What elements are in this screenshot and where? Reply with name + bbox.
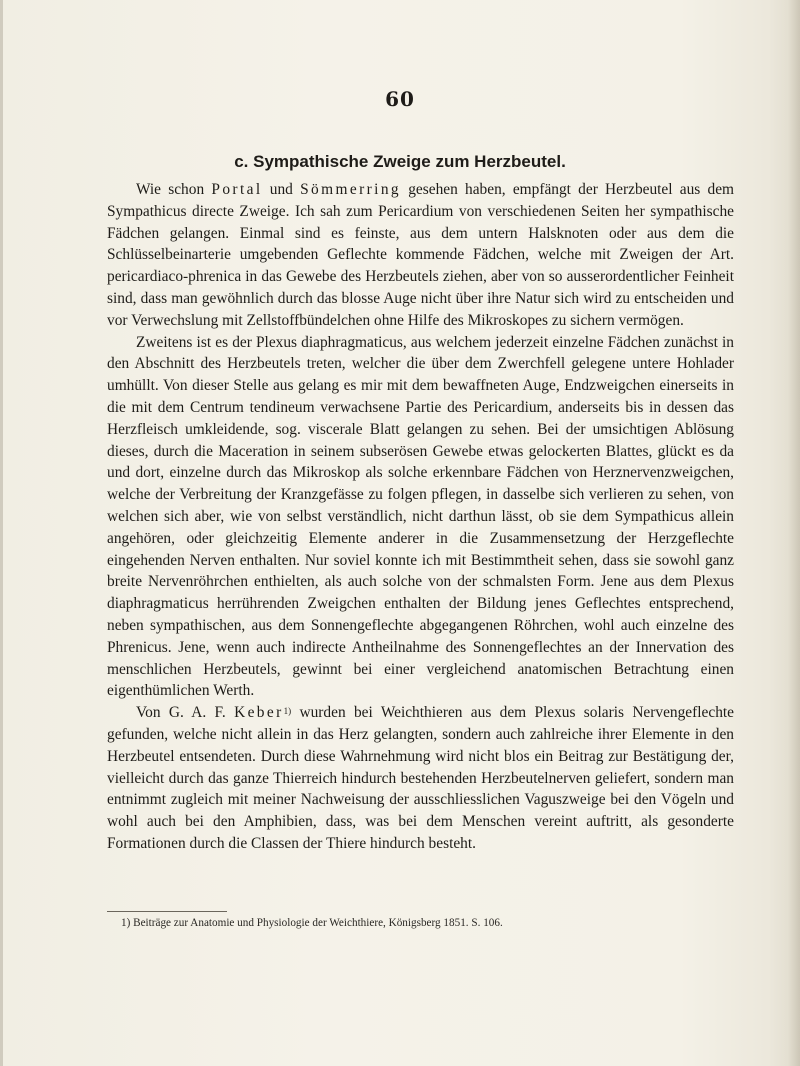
paragraph-3: [107, 702, 734, 855]
body-text: [107, 179, 734, 855]
page-number: 60: [385, 87, 415, 111]
paragraph-1-mid: und: [262, 181, 301, 198]
paragraph-1-lead: Wie schon: [136, 181, 212, 198]
author-name-portal: Portal: [211, 181, 263, 198]
footnote: 1) Beiträge zur Anatomie und Physiologie der Weichthiere, Königsberg 1851. S. 106.: [121, 917, 503, 929]
section-title: c. Sympathische Zweige zum Herzbeutel.: [234, 152, 566, 171]
author-name-keber: Keber: [234, 704, 284, 722]
paragraph-3-lead: Von G. A. F.: [136, 704, 235, 722]
footnote-divider: [107, 911, 227, 912]
paragraph-2: Zweitens ist es der Plexus diaphragmaticus, aus welchem jederzeit einzelne Fädchen zunächst in den Abschnitt des Herzbeutels treten, welcher die über dem Zwerchfell gelegene untere Hohlader umhüllt. Von dieser Stelle aus gelang es mir mit dem bewaffneten Auge, Endzweigchen einerseits in die mit dem Centrum tendineum verwachsene Partie des Pericardium, anderseits bis in dessen das Herzfleisch umkleidende, sog. viscerale Blatt gelangen zu sehen. Bei der umsichtigen Ablösung dieses, durch die Maceration in seinem subserösen Gewebe etwas gelockerten Blattes, glückt es da und dort, einzelne durch das Mikroskop als solche erkennbare Fädchen von Herznervenzweigchen, welche der Verbreitung der Kranzgefässe zu folgen pflegen, in dasselbe sich verlieren zu sehen, von welchen sich aber, wie von selbst verständlich, nicht darthun lässt, ob sie dem Sympathicus allein angehören, oder gleichzeitig Elemente anderer in die Zusammensetzung der Herzgeflechte eingehenden Nerven enthalten. Nur soviel konnte ich mit Bestimmtheit sehen, dass sie sowohl ganz breite Nervenröhrchen enthielten, als auch solche von der schmalsten Form. Jene aus dem Plexus diaphragmaticus herrührenden Zweigchen enthalten der Bildung jenes Geflechtes entsprechend, neben sympathischen, aus dem Sonnengeflechte abgegangenen Röhrchen, wohl auch einzelne des Phrenicus. Jene, wenn auch indirecte Antheilnahme des Sonnengeflechtes an der Innervation des menschlichen Herzbeutels, gewinnt bei einer vergleichend anatomischen Betrachtung einen eigenthümlichen Werth.: [107, 333, 734, 700]
footnote-marker[interactable]: 1): [283, 706, 292, 717]
paragraph-3-rest: wurden bei Weichthieren aus dem Plexus solaris Nervengeflechte gefunden, welche nicht allein in das Herz gelangten, sondern auch zahlreiche ihrer Elemente in den Herzbeutel entsendeten. Durch diese Wahrnehmung wird nicht blos ein Beitrag zur Bestätigung der, vielleicht durch das ganze Thierreich hindurch bestehenden Herzbeutelnerven geliefert, sondern man entnimmt zugleich mit meiner Nachweisung der ausschliesslichen Vaguszweige bei den Vögeln und wohl auch bei den Amphibien, dass, was bei dem Menschen vereint auftritt, als gesonderte Formationen durch die Classen der Thiere hindurch besteht.: [107, 704, 734, 852]
paragraph-1: [107, 179, 734, 332]
author-name-soemmerring: Sömmerring: [300, 181, 402, 198]
paragraph-1-rest: gesehen haben, empfängt der Herzbeutel aus dem Sympathicus directe Zweige. Ich sah zum Pericardium von verschiedenen Seiten her sympathische Fädchen gelangen. Einmal sind es feinste, aus dem untern Halsknoten oder aus dem die Schlüsselbeinarterie umgebenden Geflechte kommende Fädchen, welche mit Zweigen der Art. pericardiaco-phrenica in das Gewebe des Herzbeutels ziehen, aber von so ausserordentlicher Feinheit sind, dass man gewöhnlich durch das blosse Auge nicht über ihre Natur sich wird zu entscheiden und vor Verwechslung mit Zellstoffbündelchen ohne Hilfe des Mikroskopes zu sichern vermögen.: [107, 181, 734, 329]
